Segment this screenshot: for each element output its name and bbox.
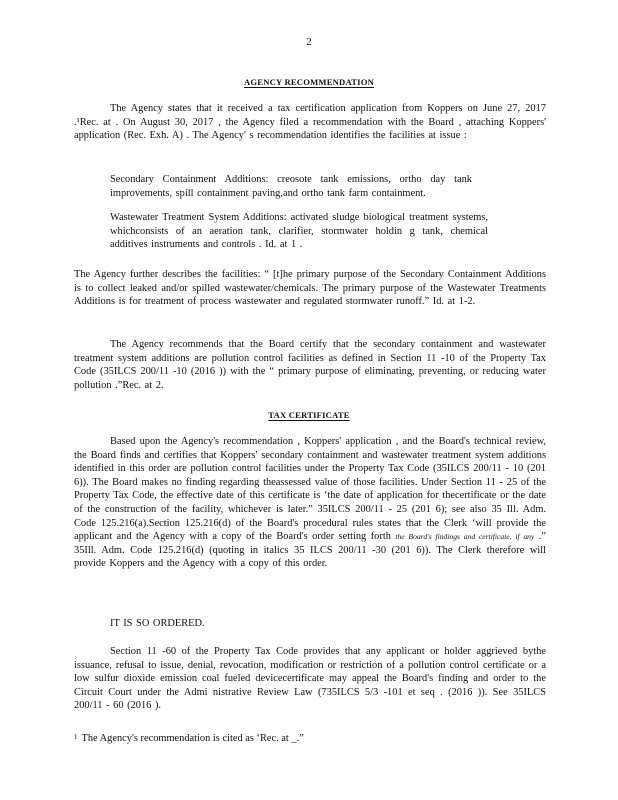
footnote: $^1$ The Agency's recommendation is cited as ‘Rec. at _.”: [74, 733, 304, 744]
paragraph-appeal-rights: Section 11 -60 of the Property Tax Code provides that any applicant or holder aggrieved bythe issuance, refusal to issue, denial, revocation, modification or restriction of a pollution control certificate or a low sulfur dioxide emission coal fueled devicecertificate may appeal the Board's finding and order to the Circuit Court under the Admi nistrative Review Law (735ILCS 5/3 -101 et seq . (2016 )). See 35ILCS 200/11 - 60 (2016 ).: [74, 646, 546, 712]
italic-quotation: the Board's findings and certificate, if any: [395, 532, 535, 542]
section-heading-agency-recommendation: AGENCY RECOMMENDATION: [243, 77, 374, 87]
footnote-mark: 1: [74, 733, 78, 741]
paragraph-facility-description: The Agency further describes the facilities: “ [t]he primary purpose of the Secondary Containment Additions is to collect leaked and/or spilled wastewater/chemicals. The primary purpose of the Wastewater Treatments Additions is for treatment of process wastewater and regulated stormwater runoff.” Id. at 1-2.: [74, 269, 546, 308]
paragraph-board-certification: Based upon the Agency's recommendation , Koppers' application , and the Board's technical review, the Board finds and certifies that Koppers' secondary containment and wastewater treatment system additions identified in this order are pollution control facilities under the Property Tax Code (35ILCS 200/11 - 10 (201 6)). The Board makes no finding regarding theassessed value of those facilities. Under Section 11 - 25 of the Property Tax Code, the effective date of this certificate is ‘the date of application for thecertificate or the date of the construction of the facility, whichever is later.” 35ILCS 200/11 - 25 (201 6); see also 35 Ill. Adm. Code 125.216(a).Section 125.216(d) of the Board's procedural rules states that the Clerk ‘will provide the applicant and the Agency with a copy of the Board's order setting forth the Board's findings and certificate, if any .” 35Ill. Adm. Code 125.216(d) (quoting in italics 35 ILCS 200/11 -30 (201 6)). The Clerk therefore will provide Koppers and the Agency with a copy of this order.: [74, 436, 546, 570]
paragraph-agency-recommends: The Agency recommends that the Board certify that the secondary containment and wastewater treatment system additions are pollution control facilities as defined in Section 11 -10 of the Property Tax Code (35ILCS 200/11 -10 (2016 )) with the “ primary purpose of eliminating, preventing, or reducing water pollution .”Rec. at 2.: [74, 339, 546, 391]
page-number: 2: [306, 36, 312, 48]
section-heading-tax-certificate: TAX CERTIFICATE: [268, 410, 350, 420]
so-ordered-statement: IT IS SO ORDERED.: [110, 618, 205, 629]
facility-item-secondary-containment: Secondary Containment Additions: creosote tank emissions, ortho day tank improvements, spill containment paving,and ortho tank farm containment.: [110, 174, 472, 199]
facility-item-wastewater-treatment: Wastewater Treatment System Additions: activated sludge biological treatment systems, whichconsists of an aeration tank, clarifier, stormwater holdin g tank, chemical additives instruments and controls . Id. at 1 .: [110, 212, 488, 251]
paragraph-agency-application: The Agency states that it received a tax certification application from Koppers on June 27, 2017 .¹Rec. at . On August 30, 2017 , the Agency filed a recommendation with the Board , attaching Koppers' application (Rec. Exh. A) . The Agency' s recommendation identifies the facilities at issue :: [74, 103, 546, 142]
